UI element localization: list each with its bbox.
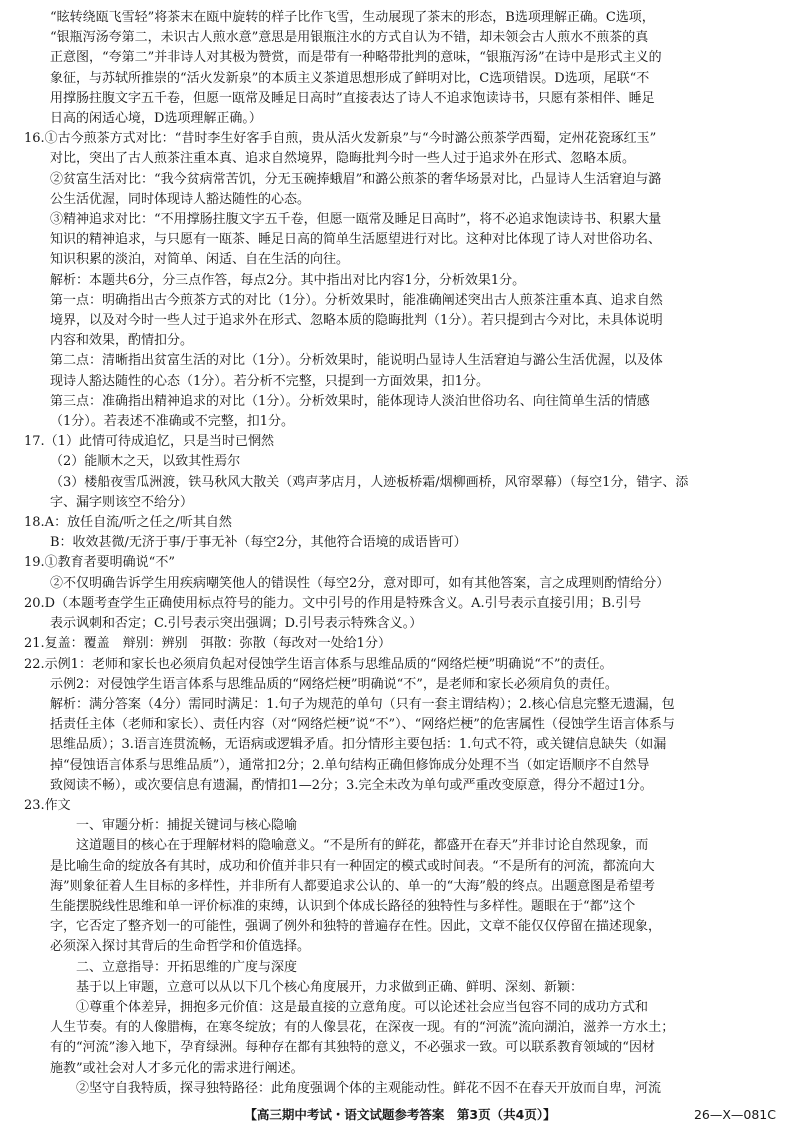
text-line: （1分）。若表述不准确或不完整，扣1分。 (50, 414, 295, 430)
text-line: 23.作文 (24, 797, 71, 813)
text-line: 解析：本题共6分，分三点作答，每点2分。其中指出对比内容1分，分析效果1分。 (50, 272, 526, 288)
text-line: 掉“侵蚀语言体系与思维品质”），通常扣2分；2.单句结构正确但修饰成分处理不当（如定语顺序不自然导 (50, 757, 650, 773)
text-line: “银瓶泻汤夸第二，未识古人煎水意”意思是用银瓶注水的方式自认为不错，却未领会古人煎水不煎茶的真 (50, 30, 649, 46)
text-line: ②不仅明确告诉学生用疾病嘲笑他人的错误性（每空2分，意对即可，如有其他答案，言之成理则酌情给分） (50, 575, 670, 591)
text-line: 正意图，“夸第二”并非诗人对其极为赞赏，而是带有一种略带批判的意味，“银瓶泻汤”在诗中是形式主义的 (50, 50, 662, 66)
text-line: 括责任主体（老师和家长）、责任内容（对“网络烂梗”说“不”）、“网络烂梗”的危害属性（侵蚀学生语言体系与 (50, 717, 675, 733)
text-line: 这道题目的核心在于理解材料的隐喻意义。“不是所有的鲜花，都盛开在春天”并非讨论自然现象，而 (50, 838, 649, 854)
text-line: 象征，与苏轼所推崇的“活火发新泉”的本质主义茶道思想形成了鲜明对比，C选项错误。D选项，尾联“不 (50, 70, 650, 86)
text-line: 海”则象征着人生目标的多样性，并非所有人都要追求公认的、单一的“大海”般的终点。出题意图是希望考 (50, 878, 655, 894)
text-line: 字，它否定了整齐划一的可能性，强调了例外和独特的普遍存在性。因此，文章不能仅仅停留在描述现象， (50, 919, 662, 935)
text-line: 思维品质）；3.语言连贯流畅，无语病或逻辑矛盾。扣分情形主要包括：1.句式不符，或关键信息缺失（如漏 (50, 737, 667, 753)
text-line: 第一点：明确指出古今煎茶方式的对比（1分）。分析效果时，能准确阐述突出古人煎茶注重本真、追求自然 (50, 292, 663, 308)
text-line: 21.复盖：覆盖 辩别：辨别 弭散：弥散（每改对一处给1分） (24, 636, 391, 652)
text-line: 致阅读不畅），或次要信息有遗漏，酌情扣1—2分；3.完全未改为单句或严重改变原意，得分不超过1分。 (50, 777, 653, 793)
text-line: 人生节奏。有的人像腊梅，在寒冬绽放；有的人像昙花，在深夜一现。有的“河流”流向湖泊，滋养一方水土； (50, 1020, 675, 1036)
answer-text (24, 8, 778, 1099)
text-line: 是比喻生命的绽放各有其时，成功和价值并非只有一种固定的模式或时间表。“不是所有的河流，都流向大 (50, 858, 655, 874)
text-line: 17.（1）此情可待成追忆，只是当时已惘然 (24, 434, 274, 450)
text-line: 解析：满分答案（4分）需同时满足：1.句子为规范的单句（只有一套主谓结构）；2.核心信息完整无遗漏，包 (50, 696, 675, 712)
text-line: 表示讽刺和否定；C.引号表示突出强调；D.引号表示特殊含义。） (50, 616, 423, 632)
text-line: （2）能顺木之天，以致其性焉尔 (50, 454, 241, 470)
footer-title: 【高三期中考试・语文试题参考答案 第3页（共4页）】 (244, 1107, 556, 1122)
text-line: 18.A：放任自流/听之任之/听其自然 (24, 515, 232, 531)
text-line: 第三点：准确指出精神追求的对比（1分）。分析效果时，能体现诗人淡泊世俗功名、向往简单生活的情感 (50, 393, 650, 409)
text-line: 必须深入探讨其背后的生命哲学和价值选择。 (50, 939, 311, 955)
text-line: 基于以上审题，立意可以从以下几个核心角度展开，力求做到正确、鲜明、深刻、新颖： (50, 979, 584, 995)
text-line: 一、审题分析：捕捉关键词与核心隐喻 (50, 818, 298, 834)
paper-code: 26—X—081C (693, 1107, 776, 1122)
text-line: 生能摆脱线性思维和单一评价标准的束缚，认识到个体成长路径的独特性与多样性。题眼在于“都”这个 (50, 898, 636, 914)
text-line: ②坚守自我特质，探寻独特路径：此角度强调个体的主观能动性。鲜花不因不在春天开放而自卑，河流 (50, 1080, 662, 1096)
text-line: 知识积累的淡泊，对简单、闲适、自在生活的向往。 (50, 252, 350, 268)
text-line: 22.示例1：老师和家长也必须肩负起对侵蚀学生语言体系与思维品质的“网络烂梗”明确说“不”的责任。 (24, 656, 613, 672)
text-line: 20.D（本题考查学生正确使用标点符号的能力。文中引号的作用是特殊含义。A.引号表示直接引用；B.引号 (24, 595, 642, 611)
text-line: “眩转绕瓯飞雪轻”将茶末在瓯中旋转的样子比作飞雪，生动展现了茶末的形态，B选项理解正确。C选项， (50, 10, 655, 25)
text-line: 对比，突出了古人煎茶注重本真、追求自然境界，隐晦批判今时一些人过于追求外在形式、忽略本质。 (50, 151, 636, 167)
text-line: 现诗人豁达随性的心态（1分）。若分析不完整，只提到一方面效果，扣1分。 (50, 373, 490, 389)
text-line: 用撑肠拄腹文字五千卷，但愿一瓯常及睡足日高时”直接表达了诗人不追求饱读诗书，只愿有茶相伴、睡足 (50, 90, 655, 106)
page-footer (0, 1104, 800, 1126)
text-line: 字、漏字则该空不给分） (50, 494, 194, 510)
text-line: 第二点：清晰指出贫富生活的对比（1分）。分析效果时，能说明凸显诗人生活窘迫与潞公生活优渥，以及体 (50, 353, 663, 369)
text-line: ①尊重个体差异，拥抱多元价值：这是最直接的立意角度。可以论述社会应当包容不同的成功方式和 (50, 999, 649, 1015)
text-line: ②贫富生活对比：“我今贫病常苦饥，分无玉碗捧蛾眉”和潞公煎茶的奢华场景对比，凸显诗人生活窘迫与潞 (50, 171, 662, 187)
text-line: B：收效甚微/无济于事/于事无补（每空2分，其他符合语境的成语皆可） (50, 535, 467, 551)
text-line: （3）楼船夜雪瓜洲渡，铁马秋风大散关（鸡声茅店月，人迹板桥霜/烟柳画桥，风帘翠幕）（每空1分，错字、添 (50, 474, 689, 490)
text-line: 示例2：对侵蚀学生语言体系与思维品质的“网络烂梗”明确说“不”，是老师和家长必须肩负的责任。 (50, 676, 618, 692)
text-line: 有的“河流”渗入地下，孕育绿洲。每种存在都有其独特的意义，不必强求一致。可以联系教育领域的“因材 (50, 1040, 655, 1056)
text-line: 日高的闲适心境，D选项理解正确。） (50, 111, 262, 127)
text-line: 二、立意指导：开拓思维的广度与深度 (50, 959, 298, 975)
text-line: 公生活优渥，同时体现诗人豁达随性的心态。 (50, 191, 311, 207)
text-line: 19.①教育者要明确说“不” (24, 555, 175, 571)
text-line: 境界，以及对今时一些人过于追求外在形式、忽略本质的隐晦批判（1分）。若只提到古今对比，未具体说明 (50, 313, 663, 329)
text-line: 知识的精神追求，与只愿有一瓯茶、睡足日高的简单生活愿望进行对比。这种对比体现了诗人对世俗功名、 (50, 232, 662, 248)
text-line: ③精神追求对比：“不用撑肠拄腹文字五千卷，但愿一瓯常及睡足日高时”，将不必追求饱读诗书、积累大量 (50, 212, 662, 228)
text-line: 施教”或社会对人才多元化的需求进行阐述。 (50, 1060, 304, 1076)
text-line: 内容和效果，酌情扣分。 (50, 333, 194, 349)
text-line: 16.①古今煎茶方式对比：“昔时李生好客手自煎，贵从活火发新泉”与“今时潞公煎茶学西蜀，定州花瓷琢红玉” (24, 131, 657, 147)
